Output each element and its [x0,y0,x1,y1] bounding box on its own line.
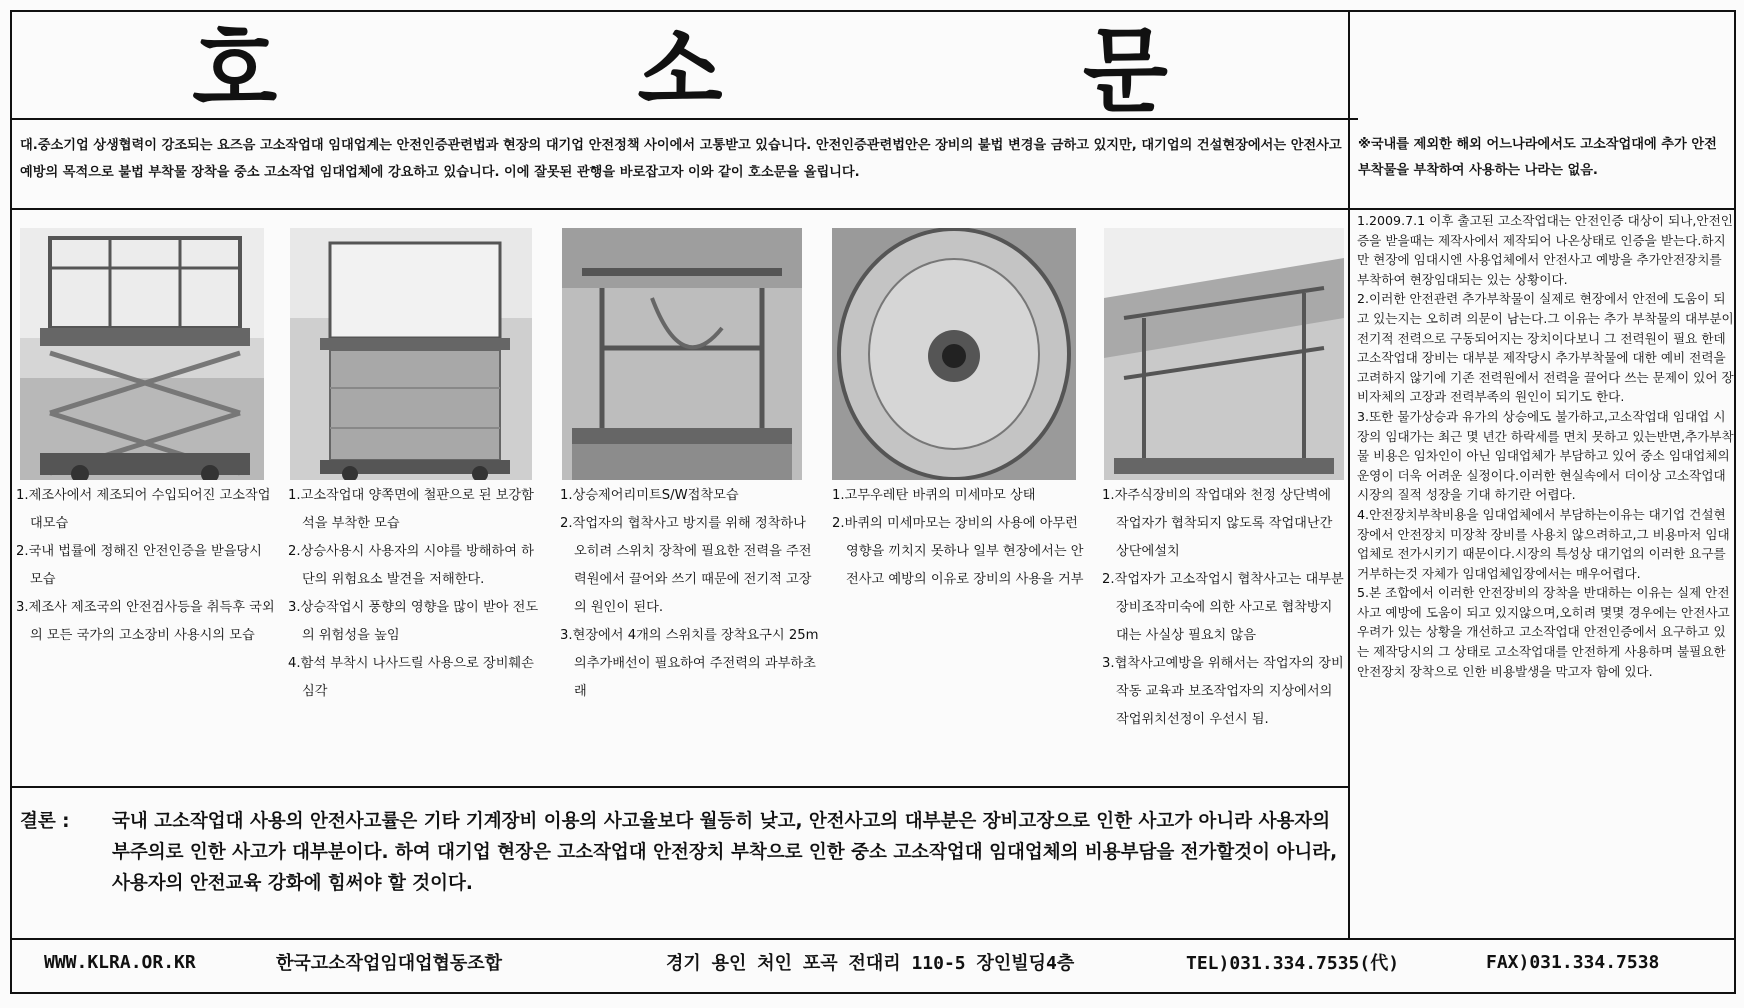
caption-column-2 [288,482,546,706]
photo-scissor-lift-original [20,228,264,480]
side-note: ※국내를 제외한 해외 어느나라에서도 고소작업대에 추가 안전 부착물을 부착하여 사용하는 나라는 없음. [1358,137,1717,178]
photo-limit-switch [562,228,802,480]
photo-scissor-lift-reinforced [290,228,532,480]
reason-item: 2.이러한 안전관련 추가부착물이 실제로 현장에서 안전에 도움이 되고 있는지는 오히려 의문이 남는다.그 이유는 추가 부착물의 대부분이 전기적 전력으로 구동되어지는 장치이다보니 그 전력원이 필요 한데 고소작업대 장비는 대부분 제작당시 추가부착물에 대한 예비 전력을 고려하지 않기에 기존 전력원에서 전력을 끌어다 쓰는 문제이 있어 장비자체의 고장과 전력부족의 원인이 되기도 한다. [1357,291,1734,405]
caption-item: 3.협착사고예방을 위해서는 작업자의 장비작동 교육과 보조작업자의 지상에서의 작업위치선정이 우선시 됨. [1102,656,1344,727]
conclusion-divider [10,786,1348,788]
caption-column-3 [560,482,822,706]
title-char-1: 호 [192,15,282,125]
caption-item: 1.고무우레탄 바퀴의 미세마모 상태 [832,488,1036,503]
caption-column-5 [1102,482,1344,734]
caption-item: 2.바퀴의 미세마모는 장비의 사용에 아무런 영향을 끼치지 못하나 일부 현장에서는 안전사고 예방의 이유로 장비의 사용을 거부 [832,516,1084,587]
reason-item: 3.또한 물가상승과 유가의 상승에도 불가하고,고소작업대 임대업 시장의 임대가는 최근 몇 년간 하락세를 면치 못하고 있는반면,추가부착물 비용은 임차인이 아닌 임대업체가 부담하고 있어 중소 임대업체의 운영이 더욱 어려운 실정이다.이러한 현실속에서 더이상 고소작업대시장의 질적 성장을 기대 하기란 어렵다. [1357,408,1734,503]
footer-address: 경기 용인 처인 포곡 전대리 110-5 장인빌딩4층 [666,953,1075,974]
footer-fax: FAX)031.334.7538 [1486,951,1660,973]
intro-divider [10,208,1736,210]
footer-tel: TEL)031.334.7535(代) [1186,953,1400,974]
caption-item: 2.국내 법률에 정해진 안전인증을 받을당시 모습 [16,544,262,587]
conclusion [20,806,1350,899]
caption-column-4 [832,482,1088,594]
caption-column-1 [16,482,276,650]
conclusion-text: 국내 고소작업대 사용의 안전사고률은 기타 기계장비 이용의 사고율보다 월등히 낮고, 안전사고의 대부분은 장비고장으로 인한 사고가 아니라 사용자의 부주의로 인한 사고가 대부분이다. 하여 대기업 현장은 고소작업대 안전장치 부착으로 인한 중소 고소작업대 임대업체의 비용부담을 전가할것이 아니라, 사용자의 안전교육 강화에 힘써야 할 것이다. [112,811,1338,894]
caption-item: 3.현장에서 4개의 스위치를 장착요구시 25m의추가배선이 필요하여 주전력의 과부하초래 [560,628,819,699]
reasons-list [1357,211,1734,681]
title-char-3: 문 [1082,15,1172,125]
reason-item: 5.본 조합에서 이러한 안전장비의 장착을 반대하는 이유는 실제 안전사고 예방에 도움이 되고 있지않으며,오히려 몇몇 경우에는 안전사고 우려가 있는 상황을 개선하고 고소작업대 안전인증에서 요구하고 있는 제작당시의 그 상태로 고소작업대를 안전하게 사용하며 불필요한 안전장치 장착으로 인한 비용발생을 막고자 함에 있다. [1357,585,1730,679]
caption-item: 3.상승작업시 풍향의 영향을 많이 받아 전도의 위험성을 높임 [288,600,539,643]
footer-organization: 한국고소작업임대업협동조합 [276,953,503,974]
caption-item: 1.고소작업대 양쪽면에 철판으로 된 보강함석을 부착한 모습 [288,488,534,531]
reason-item: 1.2009.7.1 이후 출고된 고소작업대는 안전인증 대상이 되나,안전인증을 받을때는 제작사에서 제작되어 나온상태로 인증을 받는다.하지만 현장에 임대시엔 사용업체에서 안전사고 예방을 추가안전장치를 부착하여 현장임대되는 있는 상황이다. [1357,213,1733,287]
right-column-divider [1348,10,1350,940]
footer-website[interactable]: WWW.KLRA.OR.KR [44,951,196,973]
conclusion-label: 결론 : [20,811,70,832]
footer [44,946,1724,978]
caption-item: 1.자주식장비의 작업대와 천정 상단벽에 작업자가 협착되지 않도록 작업대난간상단에설치 [1102,488,1333,559]
intro-paragraph: 대.중소기업 상생협력이 강조되는 요즈음 고소작업대 임대업계는 안전인증관련법과 현장의 대기업 안전정책 사이에서 고통받고 있습니다. 안전인증관련법안은 장비의 불법 변경을 금하고 있지만, 대기업의 건설현장에서는 안전사고예방의 목적으로 불법 부착물 장착을 중소 고소작업 임대업체에 강요하고 있습니다. 이에 잘못된 관행을 바로잡고자 이와 같이 호소문을 올립니다. [20,138,1342,180]
photo-urethane-wheel [832,228,1076,480]
caption-item: 2.상승사용시 사용자의 시야를 방해하여 하단의 위험요소 발견을 저해한다. [288,544,534,587]
footer-divider [10,938,1736,940]
photo-self-propelled-platform [1104,228,1344,480]
caption-item: 3.제조사 제조국의 안전검사등을 취득후 국외의 모든 국가의 고소장비 사용시의 모습 [16,600,275,643]
caption-item: 2.작업자가 고소작업시 협착사고는 대부분 장비조작미숙에 의한 사고로 협착방지대는 사실상 필요치 않음 [1102,572,1344,643]
caption-item: 1.상승제어리미트S/W접착모습 [560,488,739,503]
reason-item: 4.안전장치부착비용을 임대업체에서 부담하는이유는 대기업 건설현장에서 안전장치 미장착 장비를 사용치 않으려하고,그 비용마저 임대업체로 전가시키기 때문이다.시장의 특성상 대기업의 이러한 요구를 거부하는것 자체가 임대업체입장에서는 매우어렵다. [1357,506,1730,581]
caption-item: 1.제조사에서 제조되어 수입되어진 고소작업대모습 [16,488,271,531]
page-title [14,14,1350,125]
caption-item: 2.작업자의 협착사고 방지를 위해 정착하나 오히려 스위치 장착에 필요한 전력을 주전력원에서 끌어와 쓰기 때문에 전기적 고장의 원인이 된다. [560,516,812,615]
caption-item: 4.함석 부착시 나사드릴 사용으로 장비훼손심각 [288,656,534,699]
title-char-2: 소 [637,15,727,125]
